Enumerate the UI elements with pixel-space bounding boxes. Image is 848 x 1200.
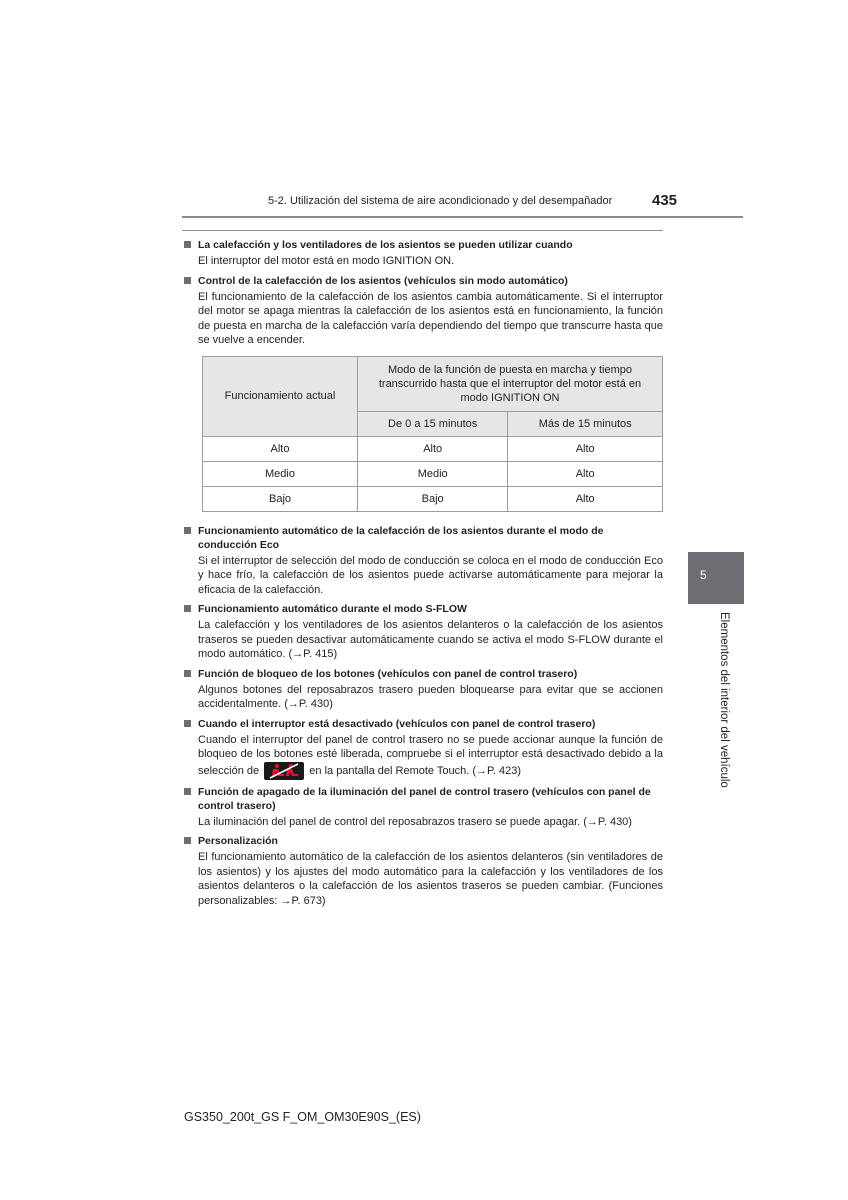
paragraph-text: Cuando el interruptor del panel de control trasero no se puede accionar aunque la función de bloqueo de los botones esté liberada, compruebe si el interruptor está desactivado debido a la selección de	[198, 733, 663, 777]
section-heading	[184, 667, 663, 681]
section-heading-text: La calefacción y los ventiladores de los asientos se pueden utilizar cuando	[198, 239, 573, 251]
section-5	[184, 667, 663, 712]
square-bullet-icon	[184, 837, 191, 844]
section-heading-text: Cuando el interruptor está desactivado (vehículos con panel de control trasero)	[198, 717, 596, 730]
table-row	[203, 486, 663, 511]
table-cell: Alto	[508, 461, 663, 486]
chapter-title: Elementos del interior del vehículo	[718, 612, 730, 788]
header-title: 5-2. Utilización del sistema de aire acondicionado y del desempañador	[268, 195, 613, 207]
table-row	[203, 461, 663, 486]
chapter-number: 5	[700, 568, 707, 582]
section-heading-text: Función de bloqueo de los botones (vehículos con panel de control trasero)	[198, 667, 578, 680]
section-6	[184, 717, 663, 780]
section-heading-text: Función de apagado de la iluminación del panel de control trasero (vehículos con panel de control trasero)	[198, 785, 651, 812]
table-header-row	[203, 356, 663, 411]
rear-seat-control-icon	[264, 762, 304, 780]
content-rule	[182, 230, 663, 231]
section-1	[184, 238, 663, 269]
page-content	[184, 238, 663, 913]
table-cell: Alto	[203, 436, 358, 461]
section-4	[184, 602, 663, 662]
section-heading-text: Personalización	[198, 835, 278, 847]
table-cell: Alto	[508, 486, 663, 511]
section-7	[184, 785, 663, 830]
seat-heater-table	[202, 356, 663, 512]
section-8	[184, 834, 663, 908]
paragraph-text: en la pantalla del Remote Touch. (→P. 423)	[309, 764, 522, 777]
section-paragraph: Algunos botones del reposabrazos trasero pueden bloquearse para evitar que se accionen accidentalmente. (→P. 430)	[198, 683, 663, 710]
table-col-header: De 0 a 15 minutos	[358, 411, 508, 436]
chapter-tab	[688, 552, 744, 604]
section-heading	[184, 274, 663, 288]
section-2	[184, 274, 663, 348]
section-paragraph: Si el interruptor de selección del modo de conducción se coloca en el modo de conducción Eco y hace frío, la calefacción de los asientos puede activarse automáticamente para mejorar la eficacia de la calefacción.	[198, 554, 663, 596]
section-heading	[184, 524, 663, 552]
footer-code: GS350_200t_GS F_OM_OM30E90S_(ES)	[184, 1110, 421, 1124]
table-cell: Bajo	[203, 486, 358, 511]
section-3	[184, 524, 663, 598]
section-paragraph: La calefacción y los ventiladores de los asientos delanteros o la calefacción de los asientos traseros se pueden desactivar automáticamente cuando se activa el modo S-FLOW durante el modo automático. (→P. 415)	[198, 619, 663, 660]
section-paragraph: El funcionamiento automático de la calefacción de los asientos delanteros (sin ventiladores de los asientos) y los ajustes del modo automático para la calefacción y los ventiladores de los asientos delanteros o la calefacción de los asientos traseros se pueden cambiar. (Funciones personalizables: →P. 673)	[198, 851, 663, 907]
square-bullet-icon	[184, 720, 191, 727]
section-heading-text: Control de la calefacción de los asientos (vehículos sin modo automático)	[198, 274, 568, 287]
section-paragraph: La iluminación del panel de control del reposabrazos trasero se puede apagar. (→P. 430)	[198, 815, 632, 828]
section-heading	[184, 238, 663, 252]
table-cell: Alto	[508, 436, 663, 461]
section-heading	[184, 834, 663, 848]
table-group-header: Modo de la función de puesta en marcha y tiempo transcurrido hasta que el interruptor del motor está en modo IGNITION ON	[358, 356, 663, 411]
square-bullet-icon	[184, 788, 191, 795]
section-heading-text: Funcionamiento automático durante el modo S-FLOW	[198, 603, 467, 615]
square-bullet-icon	[184, 605, 191, 612]
table-col-header: Más de 15 minutos	[508, 411, 663, 436]
square-bullet-icon	[184, 277, 191, 284]
section-paragraph	[198, 733, 663, 780]
table-cell: Medio	[358, 461, 508, 486]
section-heading	[184, 602, 663, 616]
section-paragraph: El interruptor del motor está en modo IGNITION ON.	[198, 255, 455, 267]
square-bullet-icon	[184, 241, 191, 248]
table-corner-header: Funcionamiento actual	[203, 356, 358, 436]
square-bullet-icon	[184, 527, 191, 534]
page-number: 435	[652, 192, 678, 209]
table-cell: Medio	[203, 461, 358, 486]
header-rule	[182, 216, 743, 218]
section-paragraph: El funcionamiento de la calefacción de los asientos cambia automáticamente. Si el interruptor del motor se apaga mientras la calefacción de los asientos está en funcionamiento, la función de puesta en marcha de la calefacción varía dependiendo del tiempo que transcurre hasta que se vuelve a encender.	[198, 290, 663, 346]
section-heading	[184, 785, 663, 813]
table-row	[203, 436, 663, 461]
table-cell: Bajo	[358, 486, 508, 511]
square-bullet-icon	[184, 670, 191, 677]
section-heading	[184, 717, 663, 731]
table-cell: Alto	[358, 436, 508, 461]
section-heading-text: Funcionamiento automático de la calefacción de los asientos durante el modo de conducción Eco	[198, 524, 604, 551]
